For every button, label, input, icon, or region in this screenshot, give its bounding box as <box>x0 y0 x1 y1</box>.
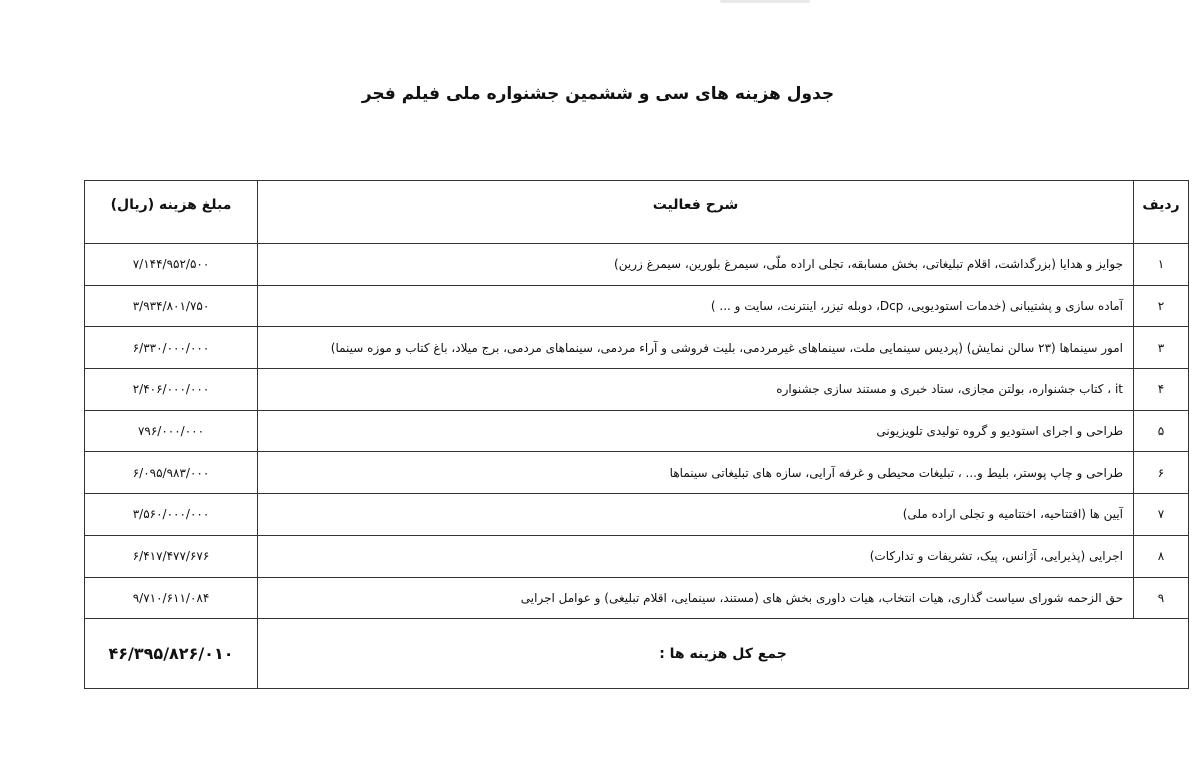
header-amount: مبلغ هزینه (ریال) <box>85 181 258 244</box>
table-header-row <box>85 181 1189 244</box>
row-number: ۲ <box>1134 285 1189 327</box>
table-row <box>85 410 1189 452</box>
row-number: ۷ <box>1134 494 1189 536</box>
row-description: جوایز و هدایا (بزرگداشت، اقلام تبلیغاتی، بخش مسابقه، تجلی اراده ملّی، سیمرغ بلورین، سیمرغ زرین) <box>258 244 1134 286</box>
row-number: ۹ <box>1134 577 1189 619</box>
row-description: حق الزحمه شورای سیاست گذاری، هیات انتخاب، هیات داوری بخش های (مستند، سینمایی، اقلام تبلیغی) و عوامل اجرایی <box>258 577 1134 619</box>
table-row <box>85 452 1189 494</box>
row-amount: ۲/۴۰۶/۰۰۰/۰۰۰ <box>85 369 258 411</box>
scan-mark <box>720 0 810 3</box>
table-row <box>85 494 1189 536</box>
row-amount: ۷/۱۴۴/۹۵۲/۵۰۰ <box>85 244 258 286</box>
row-number: ۸ <box>1134 535 1189 577</box>
table-row <box>85 285 1189 327</box>
row-description: آماده سازی و پشتیبانی (خدمات استودیویی، Dcp، دوبله تیزر، اینترنت، سایت و ... ) <box>258 285 1134 327</box>
row-description: امور سینماها (۲۳ سالن نمایش) (پردیس سینمایی ملت، سینماهای غیرمردمی، بلیت فروشی و آراء مردمی، سینماهای مردمی، برج میلاد، باغ کتاب و موزه سینما) <box>258 327 1134 369</box>
row-description: طراحی و چاپ پوستر، بلیط و... ، تبلیغات محیطی و غرفه آرایی، سازه های تبلیغاتی سینماها <box>258 452 1134 494</box>
row-amount: ۹/۷۱۰/۶۱۱/۰۸۴ <box>85 577 258 619</box>
cost-table <box>84 180 1189 689</box>
row-number: ۳ <box>1134 327 1189 369</box>
row-number: ۱ <box>1134 244 1189 286</box>
header-description: شرح فعالیت <box>258 181 1134 244</box>
table-row <box>85 535 1189 577</box>
table-row <box>85 327 1189 369</box>
row-amount: ۳/۹۳۴/۸۰۱/۷۵۰ <box>85 285 258 327</box>
row-amount: ۷۹۶/۰۰۰/۰۰۰ <box>85 410 258 452</box>
row-number: ۶ <box>1134 452 1189 494</box>
total-amount: ۴۶/۳۹۵/۸۲۶/۰۱۰ <box>85 619 258 689</box>
row-description: it ، کتاب جشنواره، بولتن مجازی، ستاد خبری و مستند سازی جشنواره <box>258 369 1134 411</box>
total-label: جمع کل هزینه ها : <box>258 619 1189 689</box>
page-title-text: جدول هزینه های سی و ششمین جشنواره ملی فیلم فجر <box>361 84 835 104</box>
row-description: طراحی و اجرای استودیو و گروه تولیدی تلویزیونی <box>258 410 1134 452</box>
row-amount: ۳/۵۶۰/۰۰۰/۰۰۰ <box>85 494 258 536</box>
table-row <box>85 244 1189 286</box>
row-description: آیین ها (افتتاحیه، اختتامیه و تجلی اراده ملی) <box>258 494 1134 536</box>
row-description: اجرایی (پذیرایی، آژانس، پیک، تشریفات و تدارکات) <box>258 535 1134 577</box>
row-number: ۴ <box>1134 369 1189 411</box>
row-amount: ۶/۴۱۷/۴۷۷/۶۷۶ <box>85 535 258 577</box>
total-row <box>85 619 1189 689</box>
table-row <box>85 577 1189 619</box>
row-amount: ۶/۰۹۵/۹۸۳/۰۰۰ <box>85 452 258 494</box>
page-title <box>0 84 1196 104</box>
row-number: ۵ <box>1134 410 1189 452</box>
header-row-number: ردیف <box>1134 181 1189 244</box>
table-row <box>85 369 1189 411</box>
row-amount: ۶/۳۳۰/۰۰۰/۰۰۰ <box>85 327 258 369</box>
